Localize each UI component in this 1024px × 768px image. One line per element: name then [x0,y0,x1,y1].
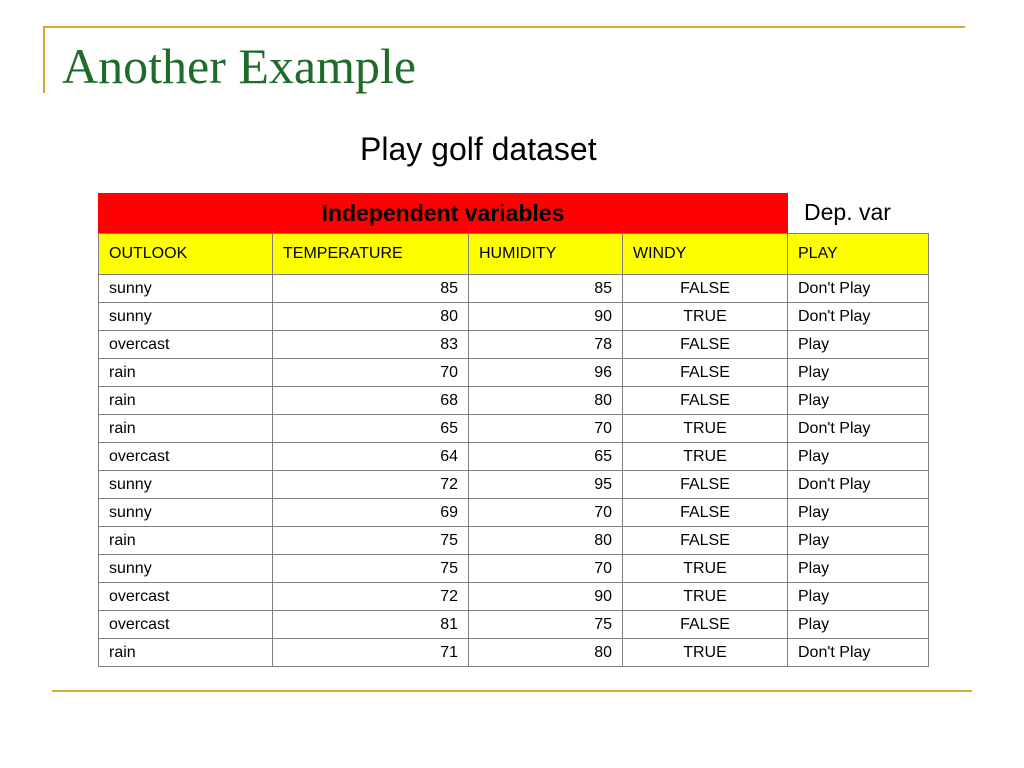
table-row [99,639,929,667]
table-row [99,359,929,387]
cell-outlook: overcast [99,611,273,639]
cell-play: Play [788,499,929,527]
cell-windy: FALSE [623,611,788,639]
column-header-humidity: HUMIDITY [469,234,623,275]
cell-humidity: 78 [469,331,623,359]
cell-humidity: 95 [469,471,623,499]
table-body [99,275,929,667]
table-row [99,331,929,359]
cell-play: Don't Play [788,639,929,667]
cell-windy: FALSE [623,387,788,415]
cell-play: Play [788,443,929,471]
cell-humidity: 70 [469,555,623,583]
table-caption: Play golf dataset [360,131,597,167]
cell-outlook: overcast [99,443,273,471]
cell-play: Play [788,331,929,359]
cell-temperature: 65 [273,415,469,443]
cell-windy: FALSE [623,527,788,555]
cell-play: Don't Play [788,471,929,499]
slide-title: Another Example [62,38,417,94]
cell-play: Play [788,359,929,387]
cell-windy: FALSE [623,359,788,387]
cell-windy: TRUE [623,303,788,331]
table-row [99,387,929,415]
column-header-windy: WINDY [623,234,788,275]
footer-divider-line [52,690,972,692]
cell-humidity: 80 [469,639,623,667]
cell-play: Play [788,555,929,583]
cell-temperature: 85 [273,275,469,303]
cell-outlook: sunny [99,555,273,583]
independent-variables-label: Independent variables [321,199,565,226]
cell-temperature: 70 [273,359,469,387]
cell-temperature: 75 [273,527,469,555]
cell-play: Don't Play [788,275,929,303]
cell-windy: TRUE [623,443,788,471]
cell-humidity: 80 [469,527,623,555]
title-accent-horizontal-line [43,26,965,28]
cell-temperature: 72 [273,583,469,611]
cell-humidity: 90 [469,583,623,611]
cell-outlook: sunny [99,499,273,527]
cell-play: Play [788,611,929,639]
column-header-temperature: TEMPERATURE [273,234,469,275]
cell-humidity: 70 [469,499,623,527]
table-row [99,611,929,639]
cell-humidity: 65 [469,443,623,471]
cell-humidity: 90 [469,303,623,331]
table-row [99,415,929,443]
table-row [99,527,929,555]
table-row [99,303,929,331]
cell-outlook: rain [99,359,273,387]
cell-outlook: rain [99,639,273,667]
table-row [99,471,929,499]
independent-variables-band [98,193,788,233]
cell-windy: FALSE [623,471,788,499]
cell-windy: FALSE [623,275,788,303]
dependent-variable-label: Dep. var [804,199,891,225]
table-row [99,499,929,527]
cell-humidity: 85 [469,275,623,303]
cell-temperature: 71 [273,639,469,667]
cell-windy: TRUE [623,555,788,583]
cell-outlook: sunny [99,471,273,499]
cell-windy: FALSE [623,499,788,527]
title-accent-vertical-line [43,26,45,93]
table-row [99,555,929,583]
table-row [99,583,929,611]
cell-play: Don't Play [788,303,929,331]
cell-humidity: 75 [469,611,623,639]
table-row [99,443,929,471]
cell-outlook: sunny [99,303,273,331]
cell-temperature: 83 [273,331,469,359]
cell-humidity: 96 [469,359,623,387]
cell-temperature: 80 [273,303,469,331]
cell-windy: TRUE [623,639,788,667]
cell-temperature: 75 [273,555,469,583]
cell-humidity: 70 [469,415,623,443]
cell-outlook: rain [99,387,273,415]
cell-play: Play [788,527,929,555]
play-golf-table [98,233,929,667]
cell-outlook: sunny [99,275,273,303]
table-header-row [99,234,929,275]
cell-play: Don't Play [788,415,929,443]
cell-temperature: 68 [273,387,469,415]
cell-humidity: 80 [469,387,623,415]
cell-windy: TRUE [623,415,788,443]
table-row [99,275,929,303]
cell-outlook: overcast [99,583,273,611]
cell-temperature: 72 [273,471,469,499]
cell-windy: FALSE [623,331,788,359]
cell-play: Play [788,583,929,611]
cell-temperature: 69 [273,499,469,527]
cell-outlook: overcast [99,331,273,359]
cell-temperature: 64 [273,443,469,471]
cell-windy: TRUE [623,583,788,611]
column-header-outlook: OUTLOOK [99,234,273,275]
cell-outlook: rain [99,527,273,555]
column-header-play: PLAY [788,234,929,275]
cell-play: Play [788,387,929,415]
cell-outlook: rain [99,415,273,443]
cell-temperature: 81 [273,611,469,639]
